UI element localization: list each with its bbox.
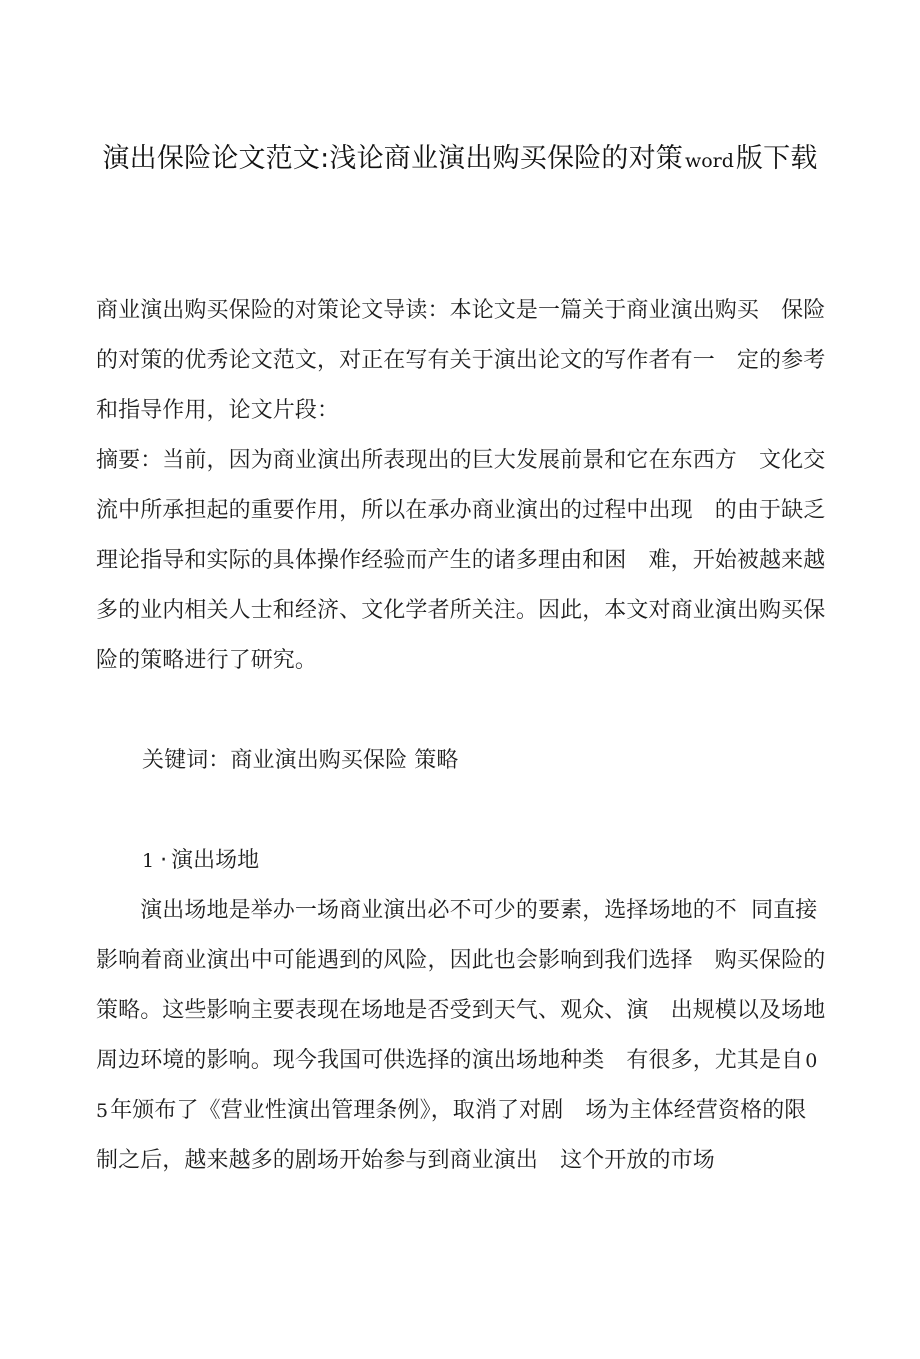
page-title-cjk-tail: 版下载 [735,143,818,174]
section-heading-number: 1 [142,850,155,872]
keywords-line: 关键词：商业演出购买保险 策略 [142,748,459,773]
document-body [96,286,828,1186]
section-body-continuation: 年颁布了《营业性演出管理条例》，取消了对剧 场为主体经营资格的限制之后，越来越多的剧场开始参与到商业演出 这个开放的市场 [96,1098,807,1173]
paragraph-abstract: 摘要：当前，因为商业演出所表现出的巨大发展前景和它在东西方 文化交流中所承担起的重要作用，所以在承办商业演出的过程中出现 的由于缺乏理论指导和实际的具体操作经验而产生的诸多理由和困 难，开始被越来越多的业内相关人士和经济、文化学者所关注。因此，本文对商业演出购买保险的策略进行了研究。 [96,448,826,673]
section-heading-separator: · [160,848,168,873]
blank-line-before-heading [96,786,828,836]
page-title [96,132,824,188]
section-body-text: 演出场地是举办一场商业演出必不可少的要素，选择场地的不 同直接影响着商业演出中可能遇到的风险，因此也会影响到我们选择 购买保险的策略。这些影响主要表现在场地是否受到天气、观众、演 出规模以及场地周边环境的影响。现今我国可供选择的演出场地种类 有很多，尤其是自 [96,898,826,1073]
section-body-year: 05 [96,1050,818,1122]
paragraph-lead-in: 商业演出购买保险的对策论文导读：本论文是一篇关于商业演出购买 保险的对策的优秀论文范文，对正在写有关于演出论文的写作者有一 定的参考和指导作用，论文片段： [96,298,826,423]
page-title-cjk-lead: 演出保险论文范文:浅论商业演出购买保险的对策 [102,143,683,174]
page-title-latin-word: word [684,150,734,172]
section-heading-label: 演出场地 [171,848,260,873]
blank-line-before-keywords [96,686,828,736]
section-heading-1 [96,836,828,886]
paragraph-section-1-body [96,886,828,1186]
